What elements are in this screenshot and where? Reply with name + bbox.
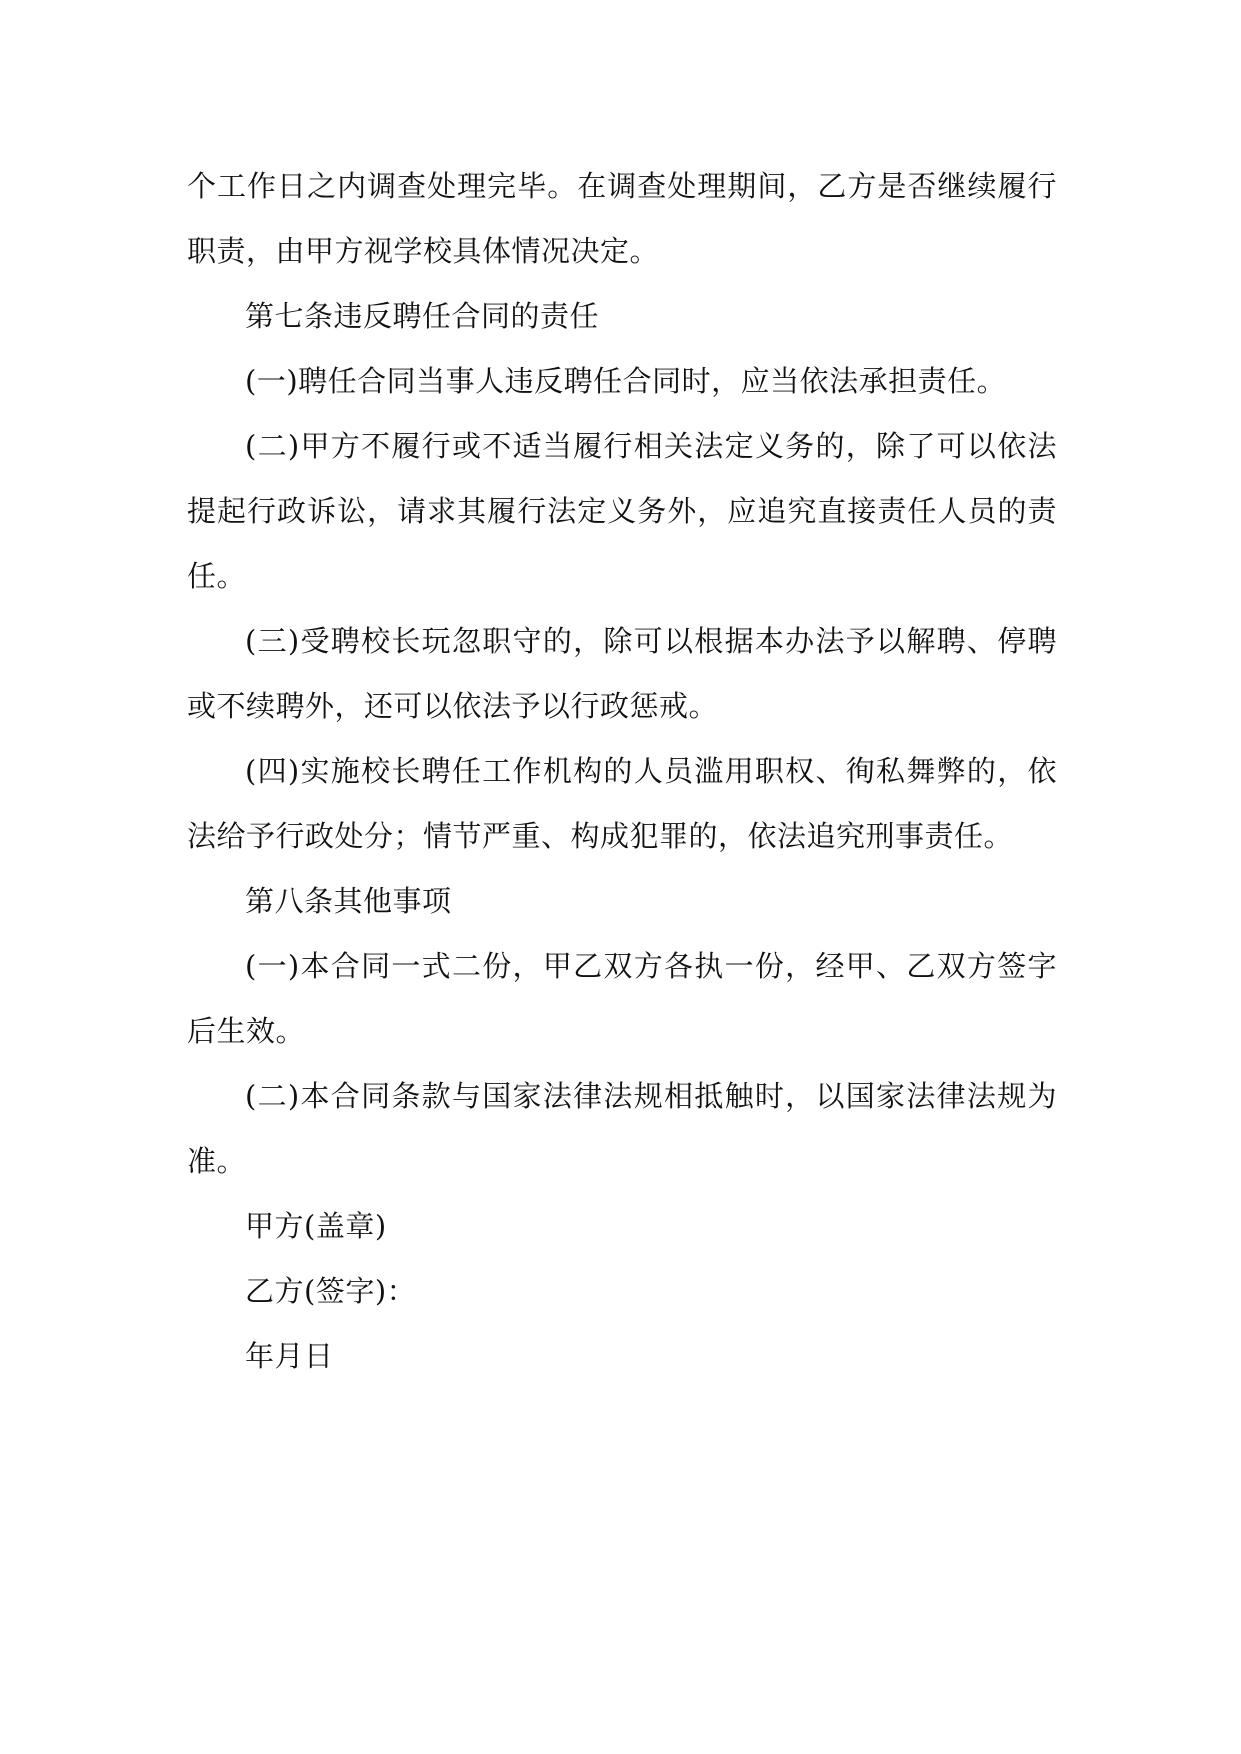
article-7-clause-4: (四)实施校长聘任工作机构的人员滥用职权、徇私舞弊的，依法给予行政处分；情节严重、构成犯罪的，依法追究刑事责任。 <box>187 754 1057 853</box>
article-7-heading: 第七条违反聘任合同的责任 <box>245 299 600 333</box>
article-8-clause-1: (一)本合同一式二份，甲乙双方各执一份，经甲、乙双方签字后生效。 <box>187 949 1057 1048</box>
article-7-clause-3: (三)受聘校长玩忽职守的，除可以根据本办法予以解聘、停聘或不续聘外，还可以依法予以行政惩戒。 <box>187 624 1057 723</box>
date-line: 年月日 <box>245 1339 334 1373</box>
paragraph-continuation: 个工作日之内调查处理完毕。在调查处理期间，乙方是否继续履行职责，由甲方视学校具体情况决定。 <box>187 169 1057 268</box>
article-7-clause-1: (一)聘任合同当事人违反聘任合同时，应当依法承担责任。 <box>245 364 1007 398</box>
document-body <box>187 154 1057 1389</box>
party-b-signature-line: 乙方(签字)： <box>245 1274 417 1308</box>
article-8-clause-2: (二)本合同条款与国家法律法规相抵触时，以国家法律法规为准。 <box>187 1079 1057 1178</box>
article-7-clause-2: (二)甲方不履行或不适当履行相关法定义务的，除了可以依法提起行政诉讼，请求其履行法定义务外，应追究直接责任人员的责任。 <box>187 429 1057 593</box>
article-8-heading: 第八条其他事项 <box>245 884 452 918</box>
party-a-seal-line: 甲方(盖章) <box>245 1209 387 1243</box>
